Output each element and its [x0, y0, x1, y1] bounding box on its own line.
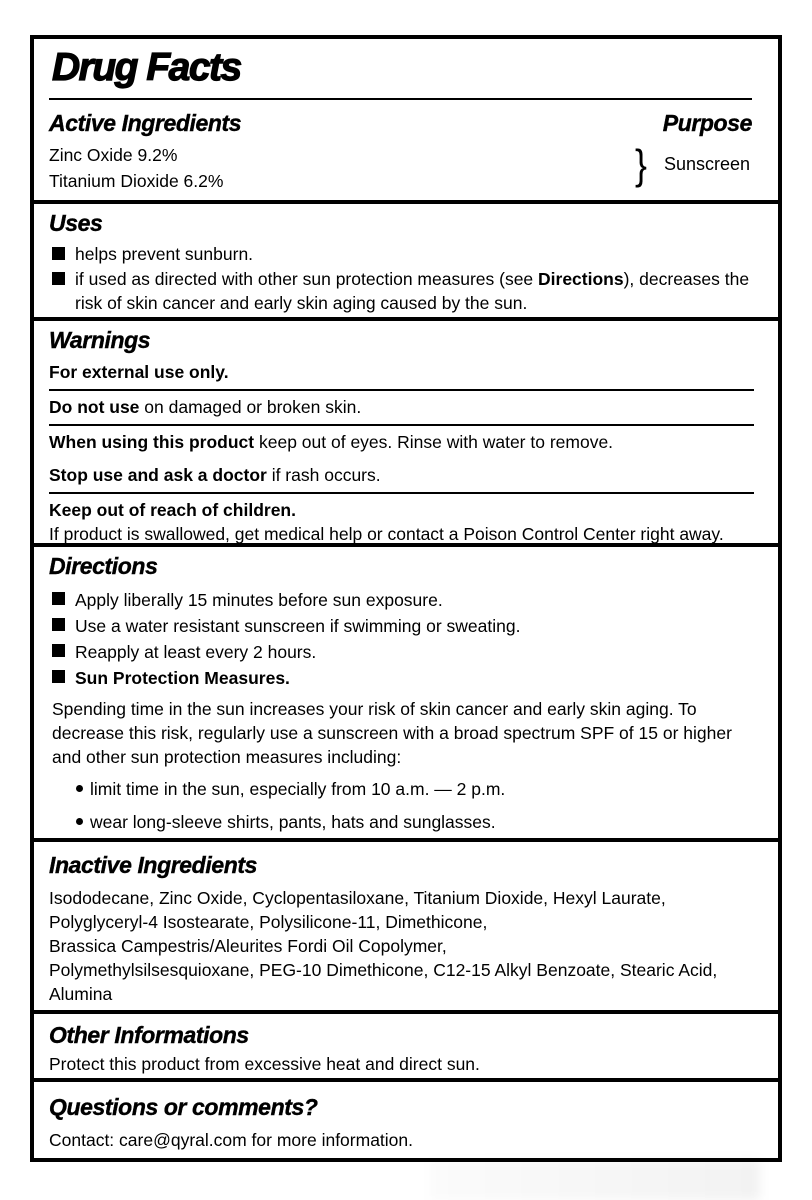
purpose-value: Sunscreen [663, 154, 750, 175]
active-ingredients-block [49, 108, 241, 194]
warning-text: if rash occurs. [266, 465, 381, 485]
warning-item [49, 427, 754, 459]
uses-item [52, 267, 754, 315]
directions-sub-item [76, 810, 754, 834]
uses-item-text: if used as directed with other sun protection measures (see [75, 269, 539, 289]
brace-icon: } [634, 140, 647, 188]
square-bullet-icon [52, 272, 65, 285]
warning-text: If product is swallowed, get medical help or contact a Poison Control Center right away. [49, 524, 724, 543]
warning-bold: Do not use [49, 397, 140, 417]
other-information-text: Protect this product from excessive heat and direct sun. [49, 1054, 480, 1074]
warning-item [49, 392, 754, 426]
other-information-heading: Other Informations [49, 1022, 249, 1048]
uses-item-text: helps prevent sunburn. [75, 244, 254, 264]
square-bullet-icon [52, 670, 65, 683]
directions-item [52, 665, 754, 691]
directions-sub-item-text: wear long-sleeve shirts, pants, hats and sunglasses. [90, 812, 496, 832]
round-bullet-icon [76, 785, 83, 792]
title-divider [49, 98, 752, 100]
drug-facts-label [30, 35, 782, 1162]
directions-item-text: Apply liberally 15 minutes before sun exposure. [75, 590, 443, 610]
directions-item [52, 587, 754, 613]
uses-heading: Uses [49, 210, 103, 236]
directions-item-text: Sun Protection Measures. [75, 668, 290, 688]
page-title: Drug Facts [52, 46, 241, 89]
purpose-block [634, 108, 754, 186]
section-questions [34, 1078, 778, 1158]
active-ingredients-heading: Active Ingredients [49, 109, 242, 136]
warning-text: keep out of eyes. Rinse with water to remove. [254, 432, 614, 452]
active-ingredient-item: Titanium Dioxide 6.2% [49, 170, 224, 191]
section-other-information [34, 1010, 778, 1078]
inactive-ingredients-line: Polyglyceryl-4 Isostearate, Polysilicone-11, Dimethicone, [49, 912, 488, 932]
directions-item [52, 613, 754, 639]
inactive-ingredients-line: Isododecane, Zinc Oxide, Cyclopentasiloxane, Titanium Dioxide, Hexyl Laurate, [49, 888, 666, 908]
warning-bold: When using this product [49, 432, 255, 452]
purpose-row [634, 140, 750, 188]
directions-sub-item-text: limit time in the sun, especially from 10 a.m. — 2 p.m. [90, 779, 506, 799]
directions-heading: Directions [49, 553, 158, 579]
active-ingredient-item: Zinc Oxide 9.2% [49, 144, 178, 165]
directions-paragraph: Spending time in the sun increases your risk of skin cancer and early skin aging. To decrease this risk, regularly use a sunscreen with a broad spectrum SPF of 15 or higher and other sun protection measures including: [52, 699, 732, 767]
uses-item-bold: Directions [538, 269, 624, 289]
warning-bold: Stop use and ask a doctor [49, 465, 267, 485]
uses-item-text: ), decreases the risk of skin cancer and early skin aging caused by the sun. [75, 269, 750, 313]
square-bullet-icon [52, 592, 65, 605]
inactive-ingredients-heading: Inactive Ingredients [49, 852, 258, 878]
section-inactive-ingredients [34, 838, 778, 1010]
inactive-ingredients-line: Polymethylsilsesquioxane, PEG-10 Dimethicone, C12-15 Alkyl Benzoate, Stearic Acid, [49, 960, 718, 980]
directions-sub-item [76, 777, 754, 801]
purpose-heading: Purpose [662, 109, 752, 136]
inactive-ingredients-line: Brassica Campestris/Aleurites Fordi Oil Copolymer, [49, 936, 447, 956]
warning-item [49, 460, 754, 494]
directions-item-text: Use a water resistant sunscreen if swimming or sweating. [75, 616, 521, 636]
warning-item [49, 357, 754, 391]
warning-bold: Keep out of reach of children. [49, 500, 296, 520]
square-bullet-icon [52, 247, 65, 260]
page-shadow [430, 1160, 760, 1200]
questions-heading: Questions or comments? [49, 1094, 318, 1120]
round-bullet-icon [76, 818, 83, 825]
uses-item [52, 242, 754, 266]
warning-item [49, 495, 754, 543]
warnings-heading: Warnings [49, 327, 151, 353]
directions-item [52, 639, 754, 665]
section-header [34, 39, 778, 200]
section-directions [34, 543, 778, 838]
square-bullet-icon [52, 618, 65, 631]
warning-text: on damaged or broken skin. [139, 397, 362, 417]
warning-bold: For external use only. [49, 362, 229, 382]
inactive-ingredients-line: Alumina [49, 984, 113, 1004]
section-warnings [34, 317, 778, 543]
square-bullet-icon [52, 644, 65, 657]
directions-item-text: Reapply at least every 2 hours. [75, 642, 317, 662]
section-uses [34, 200, 778, 317]
questions-contact-text: Contact: care@qyral.com for more information. [49, 1130, 414, 1150]
active-ingredients-row [49, 108, 754, 194]
